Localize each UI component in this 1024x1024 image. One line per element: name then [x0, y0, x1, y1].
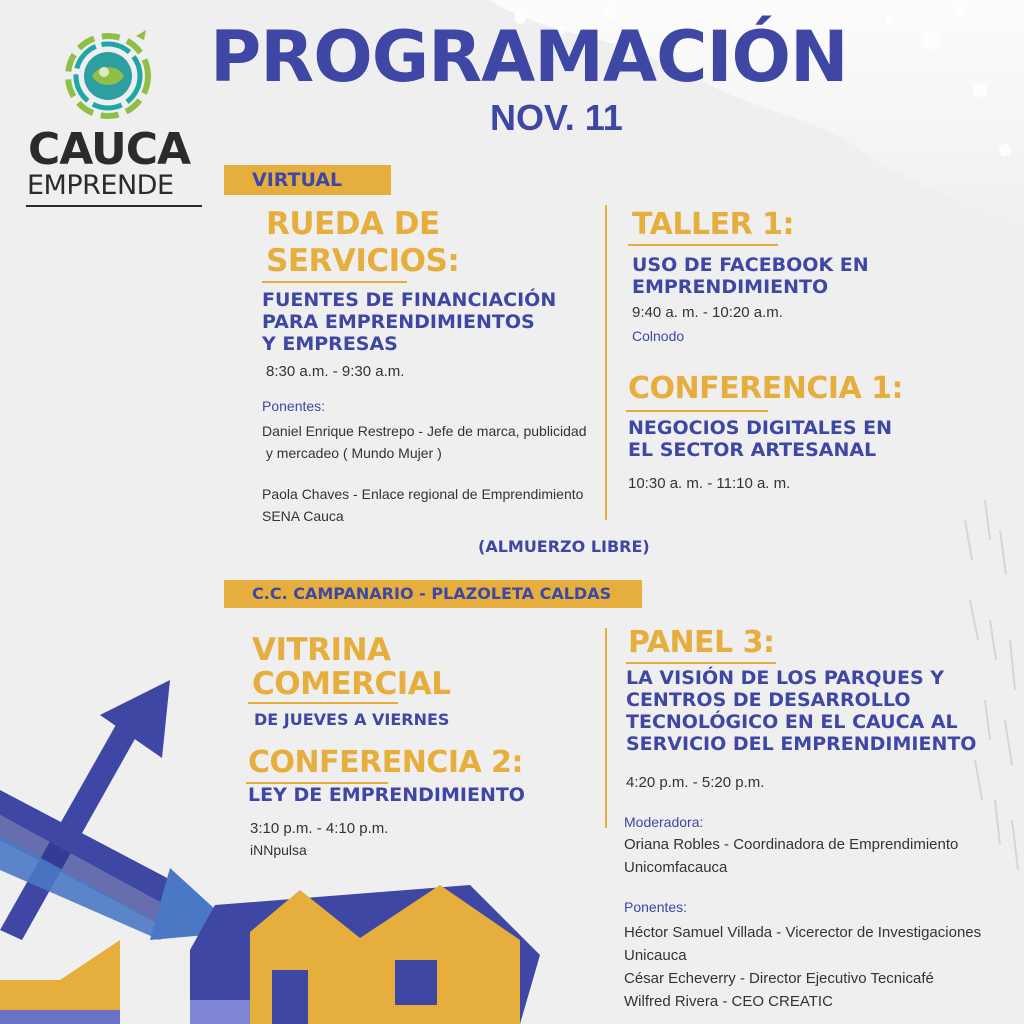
- rueda-speakers-label: Ponentes:: [262, 398, 326, 414]
- rueda-subtitle-line1: FUENTES DE FINANCIACIÓN: [262, 289, 557, 311]
- column-divider-top: [605, 205, 607, 520]
- conf2-heading: CONFERENCIA 2:: [248, 745, 524, 780]
- panel-speakers-label: Ponentes:: [624, 899, 688, 915]
- page-title: PROGRAMACIÓN: [210, 16, 848, 98]
- panel-speaker-1-line2: Unicauca: [624, 947, 687, 964]
- panel-moderator-label: Moderadora:: [624, 814, 704, 830]
- panel-subtitle-line2: CENTROS DE DESARROLLO: [626, 689, 911, 711]
- panel-time: 4:20 p.m. - 5:20 p.m.: [626, 774, 765, 791]
- panel-speaker-3: Wilfred Rivera - CEO CREATIC: [624, 993, 833, 1010]
- conf2-org: iNNpulsa: [250, 842, 307, 858]
- event-date: NOV. 11: [490, 97, 623, 138]
- taller-subtitle-line2: EMPRENDIMIENTO: [632, 276, 829, 298]
- conf1-heading: CONFERENCIA 1:: [628, 371, 904, 406]
- taller-subtitle-line1: USO DE FACEBOOK EN: [632, 254, 869, 276]
- conf2-subtitle: LEY DE EMPRENDIMIENTO: [248, 784, 525, 806]
- panel-moderator-line1: Oriana Robles - Coordinadora de Emprendimiento: [624, 836, 959, 853]
- rueda-speaker-2-line2: SENA Cauca: [262, 508, 344, 524]
- taller-heading: TALLER 1:: [632, 207, 794, 242]
- panel-subtitle-line4: SERVICIO DEL EMPRENDIMIENTO: [626, 733, 977, 755]
- taller-heading-underline: [628, 244, 778, 246]
- rueda-heading-underline: [262, 281, 407, 283]
- rueda-heading-line2: SERVICIOS:: [266, 243, 460, 279]
- panel-heading-underline: [626, 662, 776, 664]
- section-bar-virtual: VIRTUAL: [224, 165, 391, 195]
- taller-time: 9:40 a. m. - 10:20 a.m.: [632, 304, 783, 321]
- rueda-speaker-1-line1: Daniel Enrique Restrepo - Jefe de marca, publicidad: [262, 423, 587, 439]
- vitrina-heading-underline: [248, 702, 398, 704]
- conf1-heading-underline: [626, 410, 768, 412]
- panel-subtitle-line1: LA VISIÓN DE LOS PARQUES Y: [626, 667, 944, 689]
- conf1-subtitle-line2: EL SECTOR ARTESANAL: [628, 439, 877, 461]
- lunch-break-label: (ALMUERZO LIBRE): [478, 537, 650, 556]
- rueda-speaker-1-line2: y mercadeo ( Mundo Mujer ): [262, 445, 442, 461]
- rueda-heading-line1: RUEDA DE: [266, 206, 440, 242]
- panel-speaker-1-line1: Héctor Samuel Villada - Vicerector de Investigaciones: [624, 924, 982, 941]
- rueda-time: 8:30 a.m. - 9:30 a.m.: [266, 363, 405, 380]
- panel-moderator-line2: Unicomfacauca: [624, 859, 728, 876]
- panel-speaker-2: César Echeverry - Director Ejecutivo Tecnicafé: [624, 970, 934, 987]
- logo-text-cauca: CAUCA: [28, 124, 191, 175]
- conf1-time: 10:30 a. m. - 11:10 a. m.: [628, 475, 791, 492]
- conf1-subtitle-line1: NEGOCIOS DIGITALES EN: [628, 417, 893, 439]
- section-bar-campanario: C.C. CAMPANARIO - PLAZOLETA CALDAS: [224, 580, 642, 608]
- rueda-subtitle-line3: Y EMPRESAS: [262, 333, 398, 355]
- vitrina-subtitle: DE JUEVES A VIERNES: [254, 710, 450, 729]
- conf2-time: 3:10 p.m. - 4:10 p.m.: [250, 820, 389, 837]
- panel-heading: PANEL 3:: [628, 625, 775, 660]
- panel-subtitle-line3: TECNOLÓGICO EN EL CAUCA AL: [626, 711, 958, 733]
- vitrina-heading-line2: COMERCIAL: [252, 666, 451, 702]
- logo-underline: [26, 205, 202, 207]
- rueda-speaker-2-line1: Paola Chaves - Enlace regional de Emprendimiento: [262, 486, 584, 502]
- rueda-subtitle-line2: PARA EMPRENDIMIENTOS: [262, 311, 535, 333]
- column-divider-bottom: [605, 628, 607, 828]
- cauca-emprende-logo-icon: [58, 24, 158, 124]
- taller-org: Colnodo: [632, 328, 685, 344]
- vitrina-heading-line1: VITRINA: [252, 632, 391, 668]
- logo-text-emprende: EMPRENDE: [27, 170, 174, 201]
